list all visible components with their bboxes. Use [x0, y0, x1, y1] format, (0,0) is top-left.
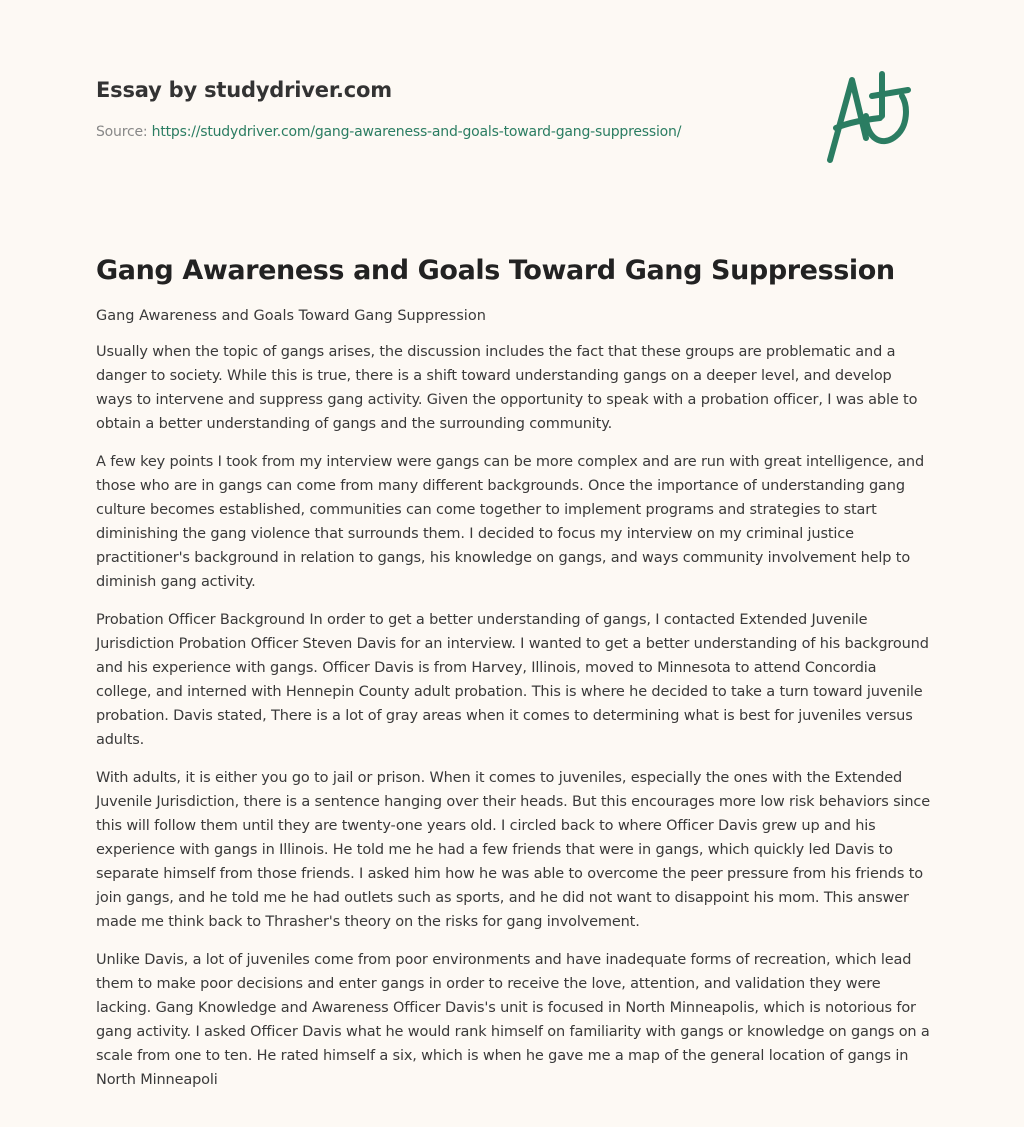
paragraph: With adults, it is either you go to jail or prison. When it comes to juveniles, especially the ones with the Extended Juvenile Jurisdiction, there is a sentence hanging over their heads. But this encourages more low risk behaviors since this will follow them until they are twenty-one years old. I circled back to where Officer Davis grew up and his experience with gangs in Illinois. He told me he had a few friends that were in gangs, which quickly led Davis to separate himself from those friends. I asked him how he was able to overcome the peer pressure from his friends to join gangs, and he told me he had outlets such as sports, and he did not want to disappoint his mom. This answer made me think back to Thrasher's theory on the risks for gang involvement. — [96, 770, 931, 930]
paragraph: A few key points I took from my interview were gangs can be more complex and are run with great intelligence, and those who are in gangs can come from many different backgrounds. Once the importance of understanding gang culture becomes established, communities can come together to implement programs and strategies to start diminishing the gang violence that surrounds them. I decided to focus my interview on my criminal justice practitioner's background in relation to gangs, his knowledge on gangs, and ways community involvement help to diminish gang activity. — [96, 454, 925, 590]
source-link[interactable]: https://studydriver.com/gang-awareness-and-goals-toward-gang-suppression/ — [151, 124, 682, 140]
article-title: Gang Awareness and Goals Toward Gang Suppression — [96, 255, 895, 286]
paragraph: Unlike Davis, a lot of juveniles come from poor environments and have inadequate forms of recreation, which lead them to make poor decisions and enter gangs in order to receive the love, attention, and validation they were lacking. Gang Knowledge and Awareness Officer Davis's unit is focused in North Minneapolis, which is notorious for gang activity. I asked Officer Davis what he would rank himself on familiarity with gangs or knowledge on gangs on a scale from one to ten. He rated himself a six, which is when he gave me a map of the general location of gangs in North Minneapoli — [96, 952, 930, 1088]
article — [96, 255, 931, 1106]
brand-title: Essay by studydriver.com — [96, 78, 392, 102]
source-label: Source: — [96, 124, 152, 140]
paragraph: Probation Officer Background In order to get a better understanding of gangs, I contacted Extended Juvenile Jurisdiction Probation Officer Steven Davis for an interview. I wanted to get a better understanding of his background and his experience with gangs. Officer Davis is from Harvey, Illinois, moved to Minnesota to attend Concordia college, and interned with Hennepin County adult probation. This is where he decided to take a turn toward juvenile probation. Davis stated, There is a lot of gray areas when it comes to determining what is best for juveniles versus adults. — [96, 612, 929, 748]
paragraph: Usually when the topic of gangs arises, the discussion includes the fact that these groups are problematic and a danger to society. While this is true, there is a shift toward understanding gangs on a deeper level, and develop ways to intervene and suppress gang activity. Given the opportunity to speak with a probation officer, I was able to obtain a better understanding of gangs and the surrounding community. — [96, 344, 918, 432]
source-line — [96, 124, 936, 140]
a-plus-logo-icon — [822, 68, 927, 168]
article-subtitle: Gang Awareness and Goals Toward Gang Suppression — [96, 308, 486, 324]
essay-header — [96, 78, 936, 140]
